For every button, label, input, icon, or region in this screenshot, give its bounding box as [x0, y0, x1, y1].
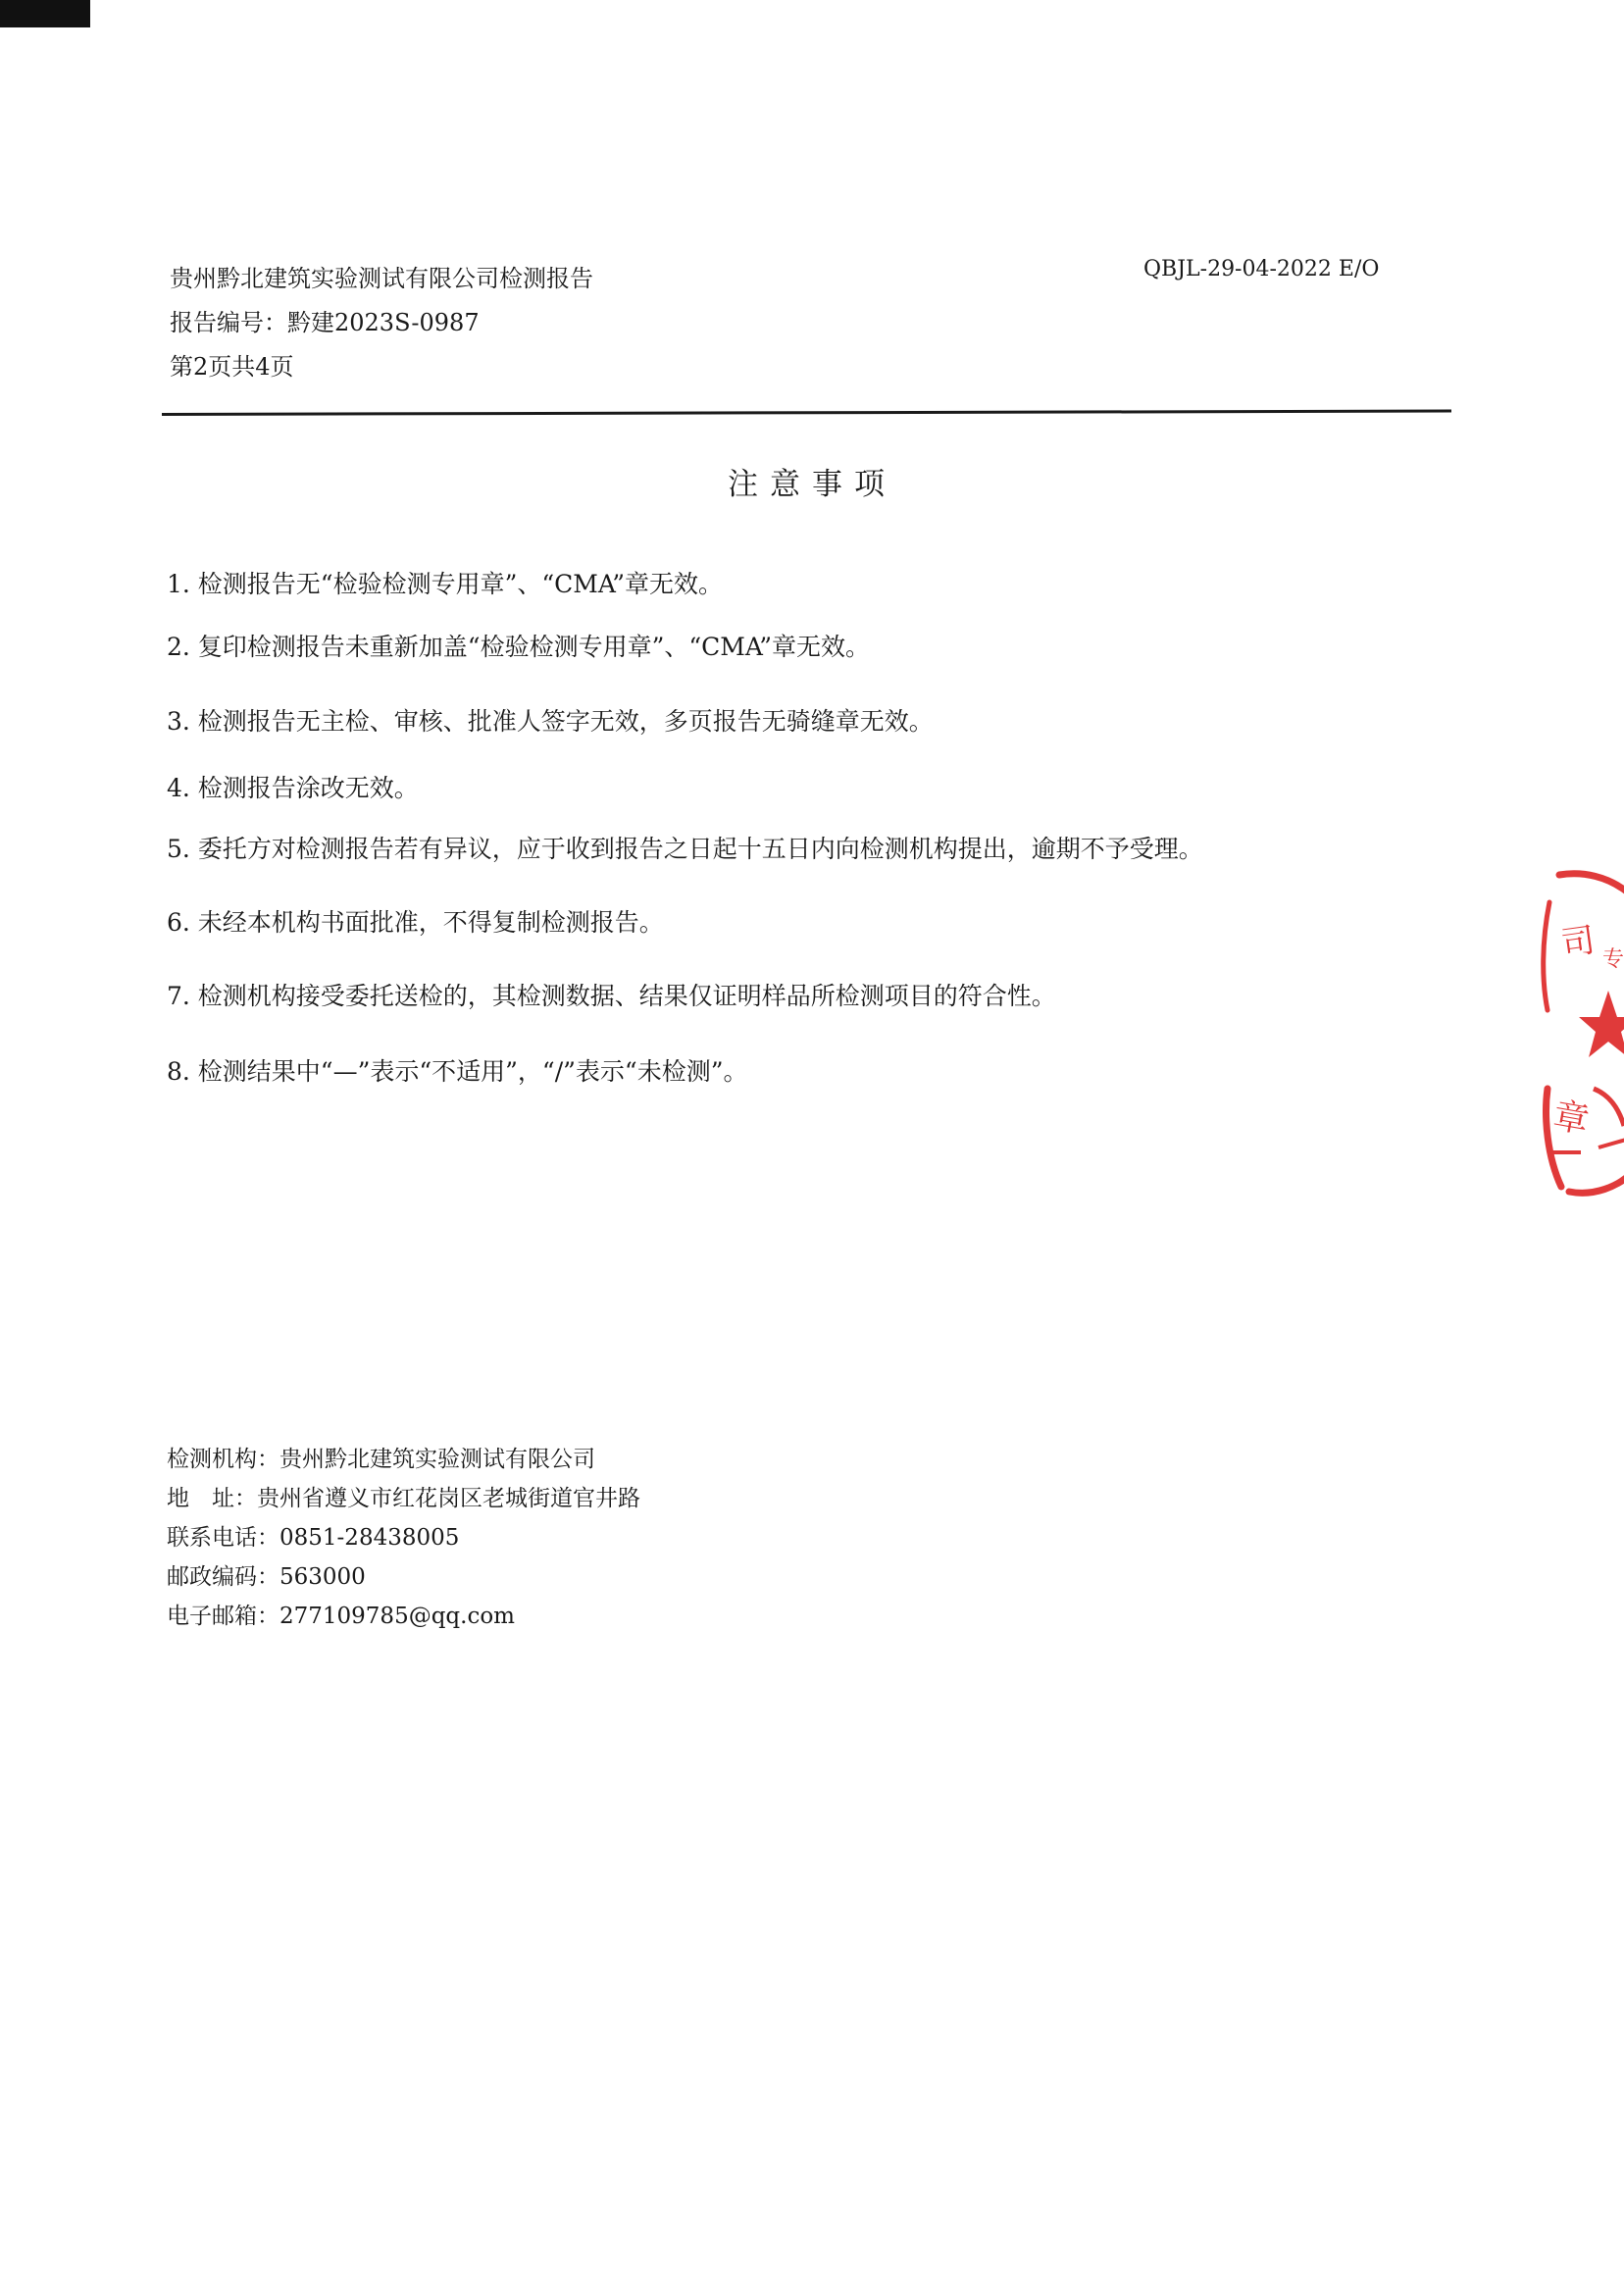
- note-item-3: 3. 检测报告无主检、审核、批准人签字无效，多页报告无骑缝章无效。: [167, 707, 934, 736]
- page-title: 注意事项: [728, 467, 896, 502]
- company-report-title: 贵州黔北建筑实验测试有限公司检测报告: [170, 265, 593, 292]
- report-number: 报告编号：黔建2023S-0987: [170, 309, 480, 336]
- contact-info: [167, 1440, 640, 1636]
- seal-char-3: 章: [1549, 1096, 1593, 1142]
- note-item-1: 1. 检测报告无“检验检测专用章”、“CMA”章无效。: [167, 570, 724, 598]
- star-icon: [1579, 991, 1624, 1057]
- postcode-line: 邮政编码：563000: [167, 1564, 366, 1590]
- note-item-8: 8. 检测结果中“—”表示“不适用”，“/”表示“未检测”。: [167, 1057, 748, 1086]
- email-line: 电子邮箱：277109785@qq.com: [167, 1604, 515, 1629]
- institution-line: 检测机构：贵州黔北建筑实验测试有限公司: [167, 1447, 595, 1472]
- note-item-2: 2. 复印检测报告未重新加盖“检验检测专用章”、“CMA”章无效。: [167, 633, 871, 661]
- note-item-5: 5. 委托方对检测报告若有异议，应于收到报告之日起十五日内向检测机构提出，逾期不予受理。: [167, 835, 1203, 863]
- address-line: 地 址：贵州省遵义市红花岗区老城街道官井路: [167, 1486, 640, 1511]
- seal-stamp: [1540, 863, 1624, 1197]
- document-header: [170, 257, 593, 389]
- page-indicator: 第2页共4页: [170, 353, 294, 381]
- redaction-bar: [0, 0, 90, 27]
- phone-line: 联系电话：0851-28438005: [167, 1525, 460, 1551]
- header-divider: [162, 410, 1451, 416]
- seal-char-1: 司: [1558, 920, 1598, 965]
- note-item-7: 7. 检测机构接受委托送检的，其检测数据、结果仅证明样品所检测项目的符合性。: [167, 982, 1056, 1010]
- form-code: QBJL-29-04-2022 E/O: [1143, 257, 1380, 281]
- note-item-4: 4. 检测报告涂改无效。: [167, 774, 419, 802]
- note-item-6: 6. 未经本机构书面批准，不得复制检测报告。: [167, 908, 664, 937]
- seal-char-2: 专: [1602, 947, 1624, 972]
